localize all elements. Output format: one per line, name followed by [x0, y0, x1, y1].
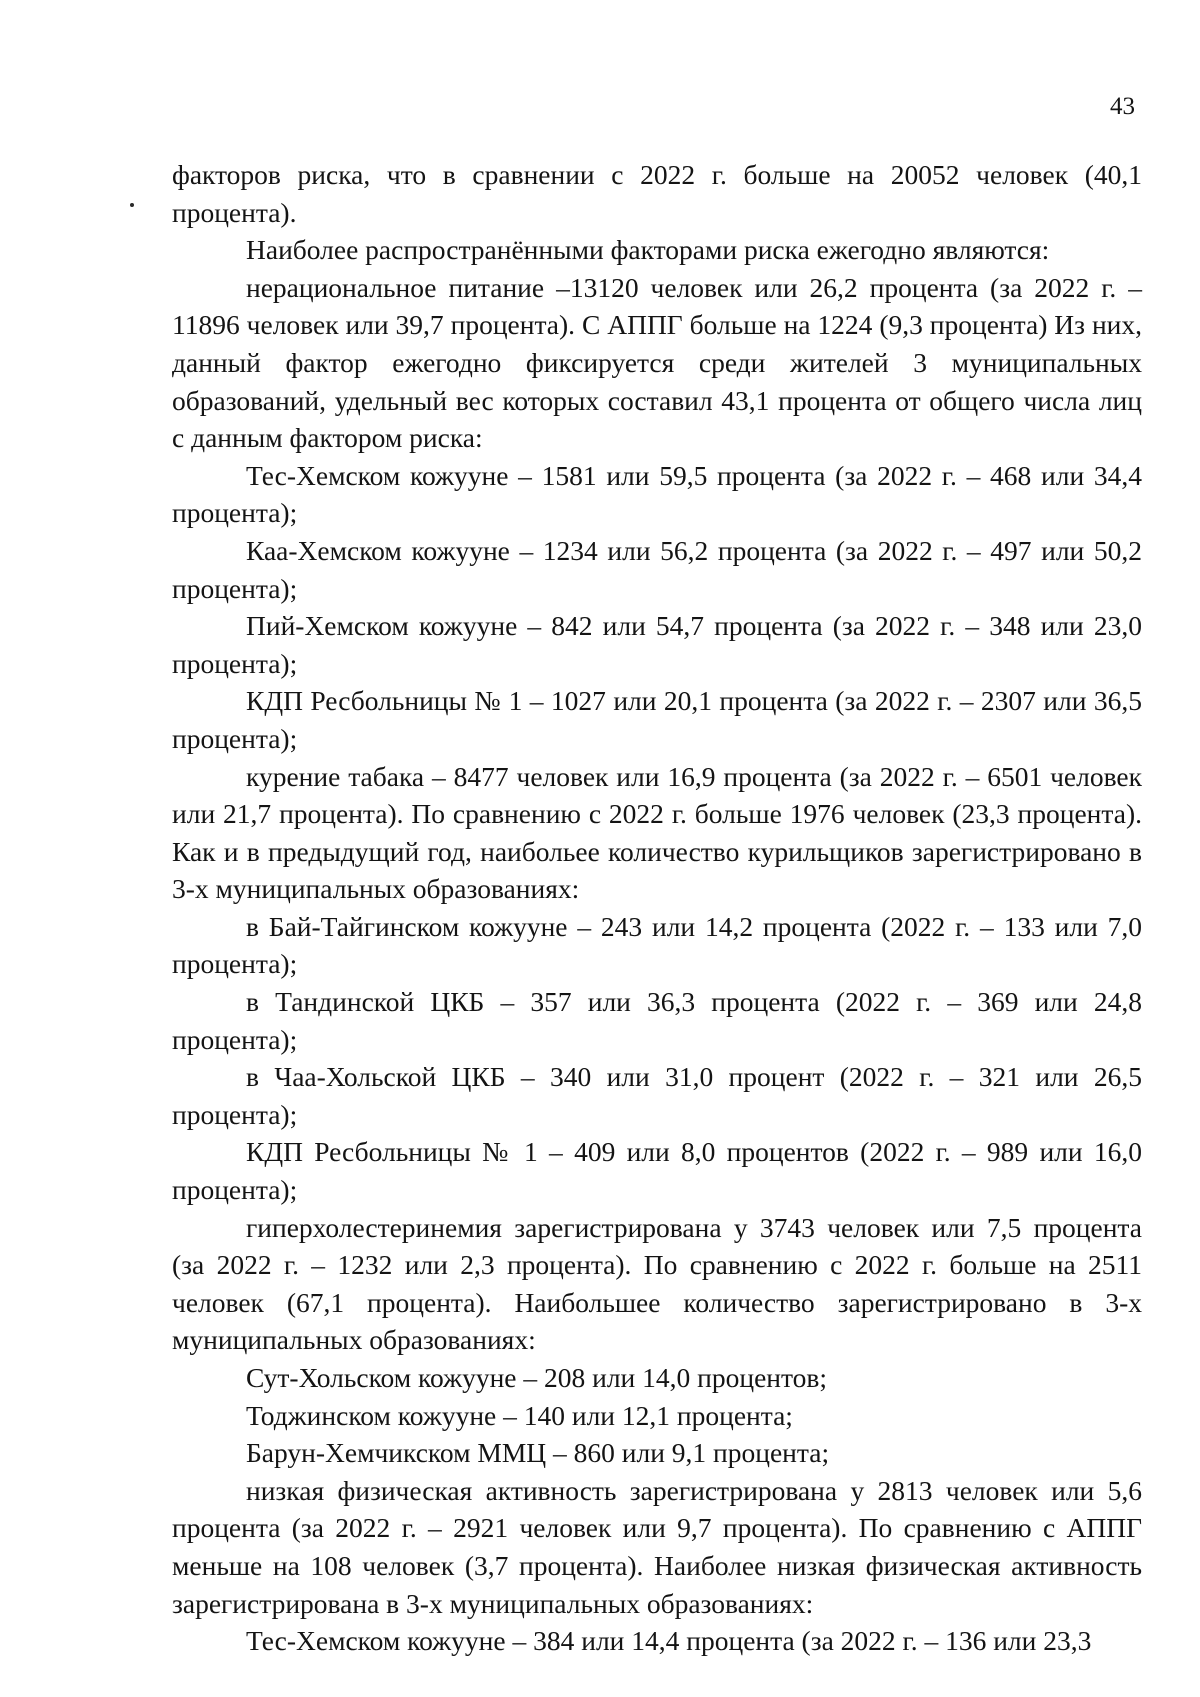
list-item: Тес-Хемском кожууне – 384 или 14,4 процента (за 2022 г. – 136 или 23,3: [246, 1625, 1092, 1657]
list-item: КДП Ресбольницы № 1 – 1027 или 20,1 процента (за 2022 г. – 2307 или 36,5 процента);: [172, 685, 1142, 754]
list-item: в Чаа-Хольской ЦКБ – 340 или 31,0 процент (2022 г. – 321 или 26,5 процента);: [172, 1061, 1142, 1130]
list-item: Тес-Хемском кожууне – 1581 или 59,5 процента (за 2022 г. – 468 или 34,4 процента);: [172, 459, 1142, 529]
list-item: Каа-Хемском кожууне – 1234 или 56,2 процента (за 2022 г. – 497 или 50,2 процента);: [172, 534, 1142, 604]
paragraph: низкая физическая активность зарегистрирована у 2813 человек или 5,6 процента (за 2022 г. – 2921 человек или 9,7 процента). По сравнению с АППГ меньше на 108 человек (3,7 процента). Наиболее низкая физическая активность зарегистрирована в 3-х муниципальных образованиях:: [172, 1474, 1142, 1619]
list-item: в Тандинской ЦКБ – 357 или 36,3 процента (2022 г. – 369 или 24,8 процента);: [172, 986, 1142, 1055]
list-item: в Бай-Тайгинском кожууне – 243 или 14,2 процента (2022 г. – 133 или 7,0 процента);: [172, 910, 1142, 980]
list-item: КДП Ресбольницы № 1 – 409 или 8,0 процентов (2022 г. – 989 или 16,0 процента);: [172, 1136, 1142, 1206]
list-item: Барун-Хемчикском ММЦ – 860 или 9,1 процента;: [246, 1437, 830, 1469]
list-item: Тоджинском кожууне – 140 или 12,1 процента;: [246, 1399, 793, 1431]
list-item: Сут-Хольском кожууне – 208 или 14,0 процентов;: [246, 1362, 828, 1393]
paragraph: нерациональное питание –13120 человек или 26,2 процента (за 2022 г. – 11896 человек или 39,7 процента). С АППГ больше на 1224 (9,3 процента) Из них, данный фактор ежегодно фиксируется среди жителей 3 муниципальных образований, удельный вес которых составил 43,1 процента от общего числа лиц с данным фактором риска:: [172, 271, 1142, 454]
paragraph: факторов риска, что в сравнении с 2022 г. больше на 20052 человек (40,1 процента).: [172, 159, 1142, 228]
page-number: 43: [1110, 93, 1135, 120]
paragraph: гиперхолестеринемия зарегистрирована у 3743 человек или 7,5 процента (за 2022 г. – 1232 или 2,3 процента). По сравнению с 2022 г. больше на 2511 человек (67,1 процента). Наибольшее количество зарегистрировано в 3-х муниципальных образованиях:: [172, 1211, 1142, 1356]
list-item: Пий-Хемском кожууне – 842 или 54,7 процента (за 2022 г. – 348 или 23,0 процента);: [172, 610, 1142, 679]
document-body: [172, 156, 1142, 1660]
paragraph: курение табака – 8477 человек или 16,9 процента (за 2022 г. – 6501 человек или 21,7 процента). По сравнению с 2022 г. больше 1976 человек (23,3 процента). Как и в предыдущий год, наибольее количество курильщиков зарегистрировано в 3-х муниципальных образованиях:: [172, 760, 1142, 905]
paragraph: Наиболее распространёнными факторами риска ежегодно являются:: [246, 234, 1050, 266]
stray-mark: [130, 203, 134, 207]
